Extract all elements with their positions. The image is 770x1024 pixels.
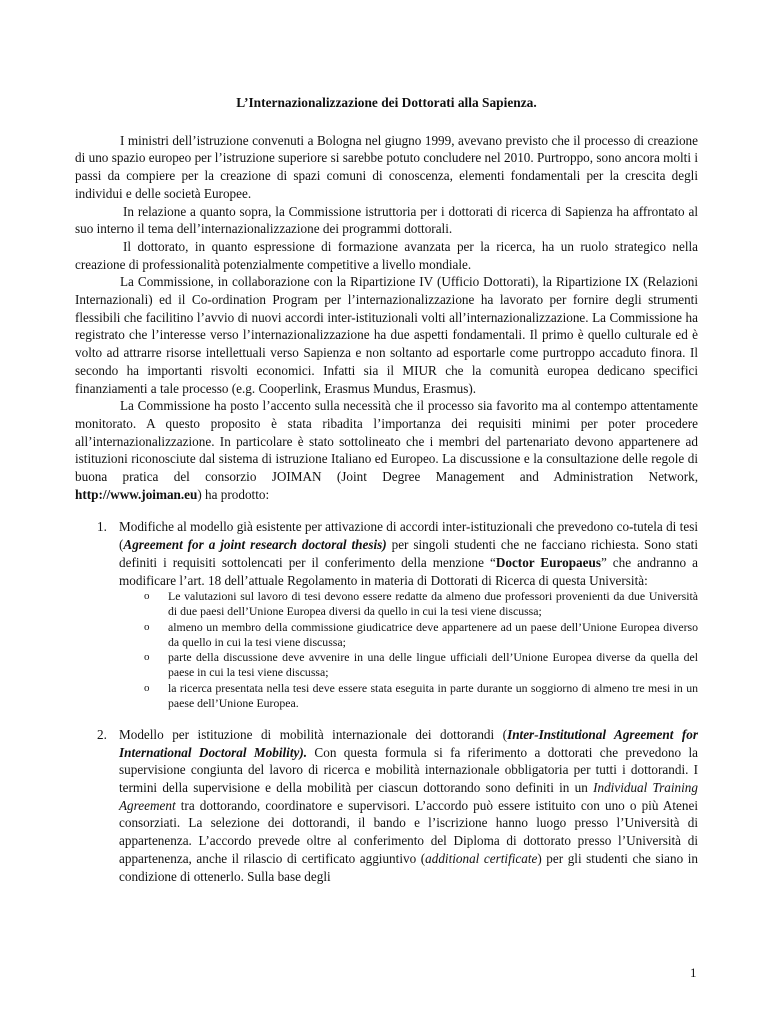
item-number: 2. [97, 726, 107, 742]
paragraph-2: In relazione a quanto sopra, la Commissione istruttoria per i dottorati di ricerca di Sapienza ha affrontato al suo interno il tema dell’internazionalizzazione dei programmi dottorali. [75, 203, 698, 237]
list-item-text: almeno un membro della commissione giudicatrice deve appartenere ad un paese dell’Unione Europea diverso da quello in cui la tesi viene discussa; [168, 619, 698, 649]
paragraph-3: Il dottorato, in quanto espressione di formazione avanzata per la ricerca, ha un ruolo strategico nella creazione di professionalità potenzialmente competitive a livello mondiale. [75, 238, 698, 272]
list-item-text: la ricerca presentata nella tesi deve essere stata eseguita in parte durante un soggiorno di almeno tre mesi in un paese dell’Unione Europea. [168, 680, 698, 710]
paragraph-5-end: ) ha prodotto: [197, 486, 270, 502]
item-text: Con questa formula si fa riferimento a dottorati che prevedono la supervisione congiunta del lavoro di ricerca e mobilità internazionale obbligatoria per tutti i dottorandi. I termini della supervisione e della mobilità per ciascun dottorando sono definiti in un [119, 744, 698, 796]
list-item [119, 589, 698, 619]
item-italic-term: additional certificate [425, 850, 538, 866]
list-item-text: Le valutazioni sul lavoro di tesi devono essere redatte da almeno due professori provenienti da due Università di due paesi dell’Unione Europea diversi da quello in cui la tesi viene discussa; [168, 589, 698, 619]
bullet-icon: o [144, 651, 150, 664]
list-item [119, 620, 698, 650]
paragraph-5-text: La Commissione ha posto l’accento sulla necessità che il processo sia favorito ma al contempo attentamente monitorato. A questo proposito è stata ribadita l’importanza dei requisiti minimi per poter procedere all’internazionalizzazione. In particolare è stato sottolineato che i membri del partenariato devono appartenere ad istituzioni riconosciute dal sistema di istruzione Italiano ed Europeo. La discussione e la consultazione delle regole di buona pratica del consorzio JOIMAN (Joint Degree Management and Administration Network, [75, 398, 698, 485]
item-italic-term: Individual Training Agreement [119, 780, 698, 813]
paragraph-5 [75, 397, 698, 503]
spacer [75, 503, 698, 518]
bullet-icon: o [144, 620, 150, 633]
joiman-link[interactable]: http://www.joiman.eu [75, 486, 198, 502]
page-number: 1 [690, 965, 697, 980]
item-emphasis: Inter-Institutional Agreement for International Doctoral Mobility). [119, 726, 698, 760]
spacer [75, 711, 698, 726]
paragraph-1: I ministri dell’istruzione convenuti a Bologna nel giugno 1999, avevano previsto che il processo di creazione di uno spazio europeo per l’istruzione superiore si sarebbe potuto concludere nel 2010. Purtroppo, sono ancora molti i passi da compiere per la creazione di spazi comuni di conoscenza, elementi fondamentali per la crescita degli individui e delle società Europee. [75, 132, 698, 201]
list-item-text: parte della discussione deve avvenire in una delle lingue ufficiali dell’Unione Europea diverse da quella del paese in cui la tesi viene discussa; [168, 650, 698, 680]
item-text: ) per gli studenti che siano in condizione di ottenerlo. Sulla base degli [119, 850, 698, 884]
numbered-item-1 [75, 518, 698, 710]
item-text: ” che andranno a modificare l’art. 18 dell’attuale Regolamento in materia di Dottorati di Ricerca di questa Università: [119, 554, 698, 588]
numbered-item-2 [75, 726, 698, 885]
list-item [119, 681, 698, 711]
document-title: L’Internazionalizzazione dei Dottorati alla Sapienza. [236, 95, 537, 110]
item-text: per singoli studenti che ne facciano richiesta. Sono stati definiti i requisiti sottolencati per il conferimento della menzione “ [119, 537, 698, 570]
list-item [119, 650, 698, 680]
paragraph-4: La Commissione, in collaborazione con la Ripartizione IV (Ufficio Dottorati), la Ripartizione IX (Relazioni Internazionali) ed il Co-ordination Program per l’internazionalizzazione ha lavorato per fornire degli strumenti flessibili che facilitino l’avvio di nuovi accordi inter-istituzionali volti all’internazionalizzazione. La Commissione ha registrato che l’interesse verso l’internazionalizzazione ha due aspetti fondamentali. Il primo è quello culturale ed è volto ad attrarre risorse intellettuali verso Sapienza e non soltanto ad esportarle come purtroppo accaduto finora. Il secondo ha importanti risvolti economici. Infatti sia il MIUR che la comunità europea dedicano specifici finanziamenti a tale processo (e.g. Cooperlink, Erasmus Mundus, Erasmus). [75, 274, 698, 396]
document-body [75, 94, 698, 885]
item-text: Modello per istituzione di mobilità internazionale dei dottorandi ( [119, 726, 508, 742]
item-text: Modifiche al modello già esistente per attivazione di accordi inter-istituzionali che prevedono co-tutela di tesi ( [119, 519, 698, 553]
item-text: tra dottorando, coordinatore e supervisori. L’accordo può essere istituito con uno o più Atenei consorziati. La selezione dei dottorandi, il bando e l’iscrizione hanno luogo presso l’Università di appartenenza. L’accordo prevede oltre al conferimento del Diploma di dottorato presso l’Università di appartenenza, anche il rilascio di certificato aggiuntivo ( [119, 797, 698, 866]
item-number: 1. [97, 519, 107, 535]
item-bold-term: Doctor Europaeus [495, 554, 601, 570]
item-emphasis: Agreement for a joint research doctoral thesis) [123, 537, 387, 553]
bullet-icon: o [144, 590, 150, 603]
requirements-list [119, 589, 698, 711]
bullet-icon: o [144, 681, 150, 694]
